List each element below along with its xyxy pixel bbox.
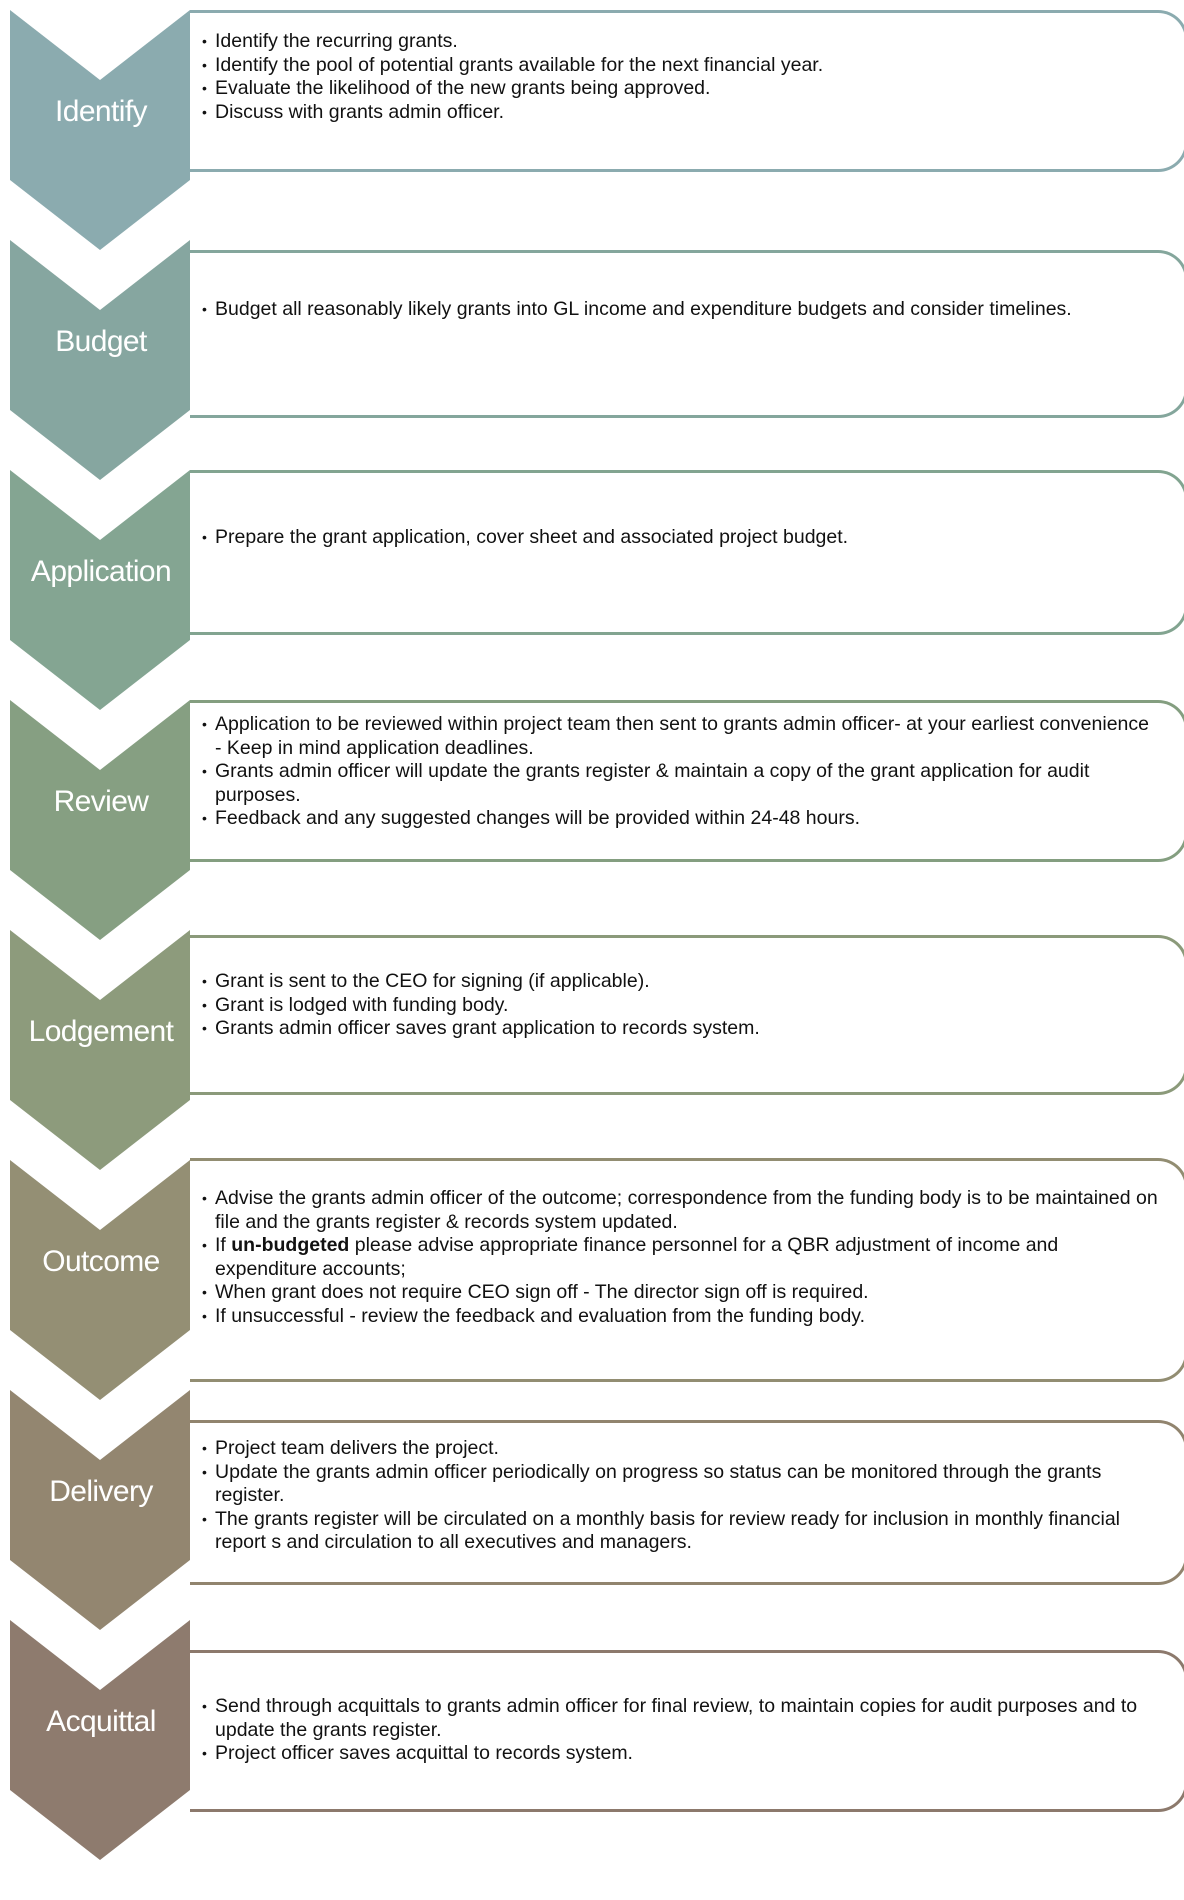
bullet-item: • Grant is sent to the CEO for signing (if applicable). — [200, 970, 1160, 994]
stage-bullet-list — [200, 30, 1160, 124]
bullet-item: • Grants admin officer will update the grants register & maintain a copy of the grant application for audit purposes. — [200, 760, 1160, 807]
bullet-text: please advise appropriate finance personnel for a QBR adjustment of income and expenditure accounts; — [215, 1234, 1059, 1280]
stage-bullet-list — [200, 1695, 1160, 1766]
stage-bullet-list — [200, 1437, 1160, 1555]
stage-label: Acquittal — [46, 1705, 156, 1738]
stage-bullet-list — [200, 1187, 1160, 1328]
stage-label: Delivery — [49, 1475, 153, 1508]
stage-label: Outcome — [42, 1245, 160, 1278]
bullet-item: • Identify the pool of potential grants available for the next financial year. — [200, 54, 1160, 78]
chevron-acquittal — [10, 1620, 190, 1860]
chevron-identify — [10, 10, 190, 250]
chevron-outcome — [10, 1160, 190, 1400]
bullet-item — [200, 1234, 1160, 1281]
bullet-item: • Project officer saves acquittal to records system. — [200, 1742, 1160, 1766]
stage-label: Application — [30, 555, 172, 588]
chevron-budget — [10, 240, 190, 480]
bullet-text: If — [215, 1234, 232, 1256]
stage-label: Review — [53, 785, 149, 818]
chevron-delivery — [10, 1390, 190, 1630]
bullet-item: • Evaluate the likelihood of the new grants being approved. — [200, 77, 1160, 101]
stage-bullet-list — [200, 526, 1160, 550]
bullet-bold-text: un-budgeted — [231, 1234, 350, 1256]
bullet-item: • Advise the grants admin officer of the outcome; correspondence from the funding body is to be maintained on file and the grants register & records system updated. — [200, 1187, 1160, 1234]
chevron-lodgement — [10, 930, 190, 1170]
bullet-item: • Send through acquittals to grants admin officer for final review, to maintain copies for audit purposes and to update the grants register. — [200, 1695, 1160, 1742]
stage-label: Lodgement — [28, 1015, 174, 1048]
stage-label: Budget — [55, 325, 147, 358]
bullet-item: • Project team delivers the project. — [200, 1437, 1160, 1461]
stage-label: Identify — [55, 95, 147, 128]
bullet-item: • Feedback and any suggested changes will be provided within 24-48 hours. — [200, 807, 1160, 831]
bullet-item: • If unsuccessful - review the feedback and evaluation from the funding body. — [200, 1305, 1160, 1329]
bullet-item: • Budget all reasonably likely grants into GL income and expenditure budgets and consider timelines. — [200, 298, 1160, 322]
bullet-item: • Discuss with grants admin officer. — [200, 101, 1160, 125]
stage-bullet-list — [200, 298, 1160, 322]
stage-bullet-list — [200, 970, 1160, 1041]
bullet-item: • Update the grants admin officer periodically on progress so status can be monitored through the grants register. — [200, 1461, 1160, 1508]
bullet-item: • Grants admin officer saves grant application to records system. — [200, 1017, 1160, 1041]
stage-box-application — [190, 470, 1184, 635]
bullet-item: • Prepare the grant application, cover sheet and associated project budget. — [200, 526, 1160, 550]
stage-bullet-list — [200, 713, 1160, 831]
bullet-item: • Application to be reviewed within project team then sent to grants admin officer- at your earliest convenience - Keep in mind application deadlines. — [200, 713, 1160, 760]
stage-box-budget — [190, 250, 1184, 418]
chevron-application — [10, 470, 190, 710]
chevron-review — [10, 700, 190, 940]
bullet-item: • When grant does not require CEO sign off - The director sign off is required. — [200, 1281, 1160, 1305]
bullet-item: • The grants register will be circulated on a monthly basis for review ready for inclusion in monthly financial report s and circulation to all executives and managers. — [200, 1508, 1160, 1555]
bullet-item: • Grant is lodged with funding body. — [200, 994, 1160, 1018]
bullet-item: • Identify the recurring grants. — [200, 30, 1160, 54]
